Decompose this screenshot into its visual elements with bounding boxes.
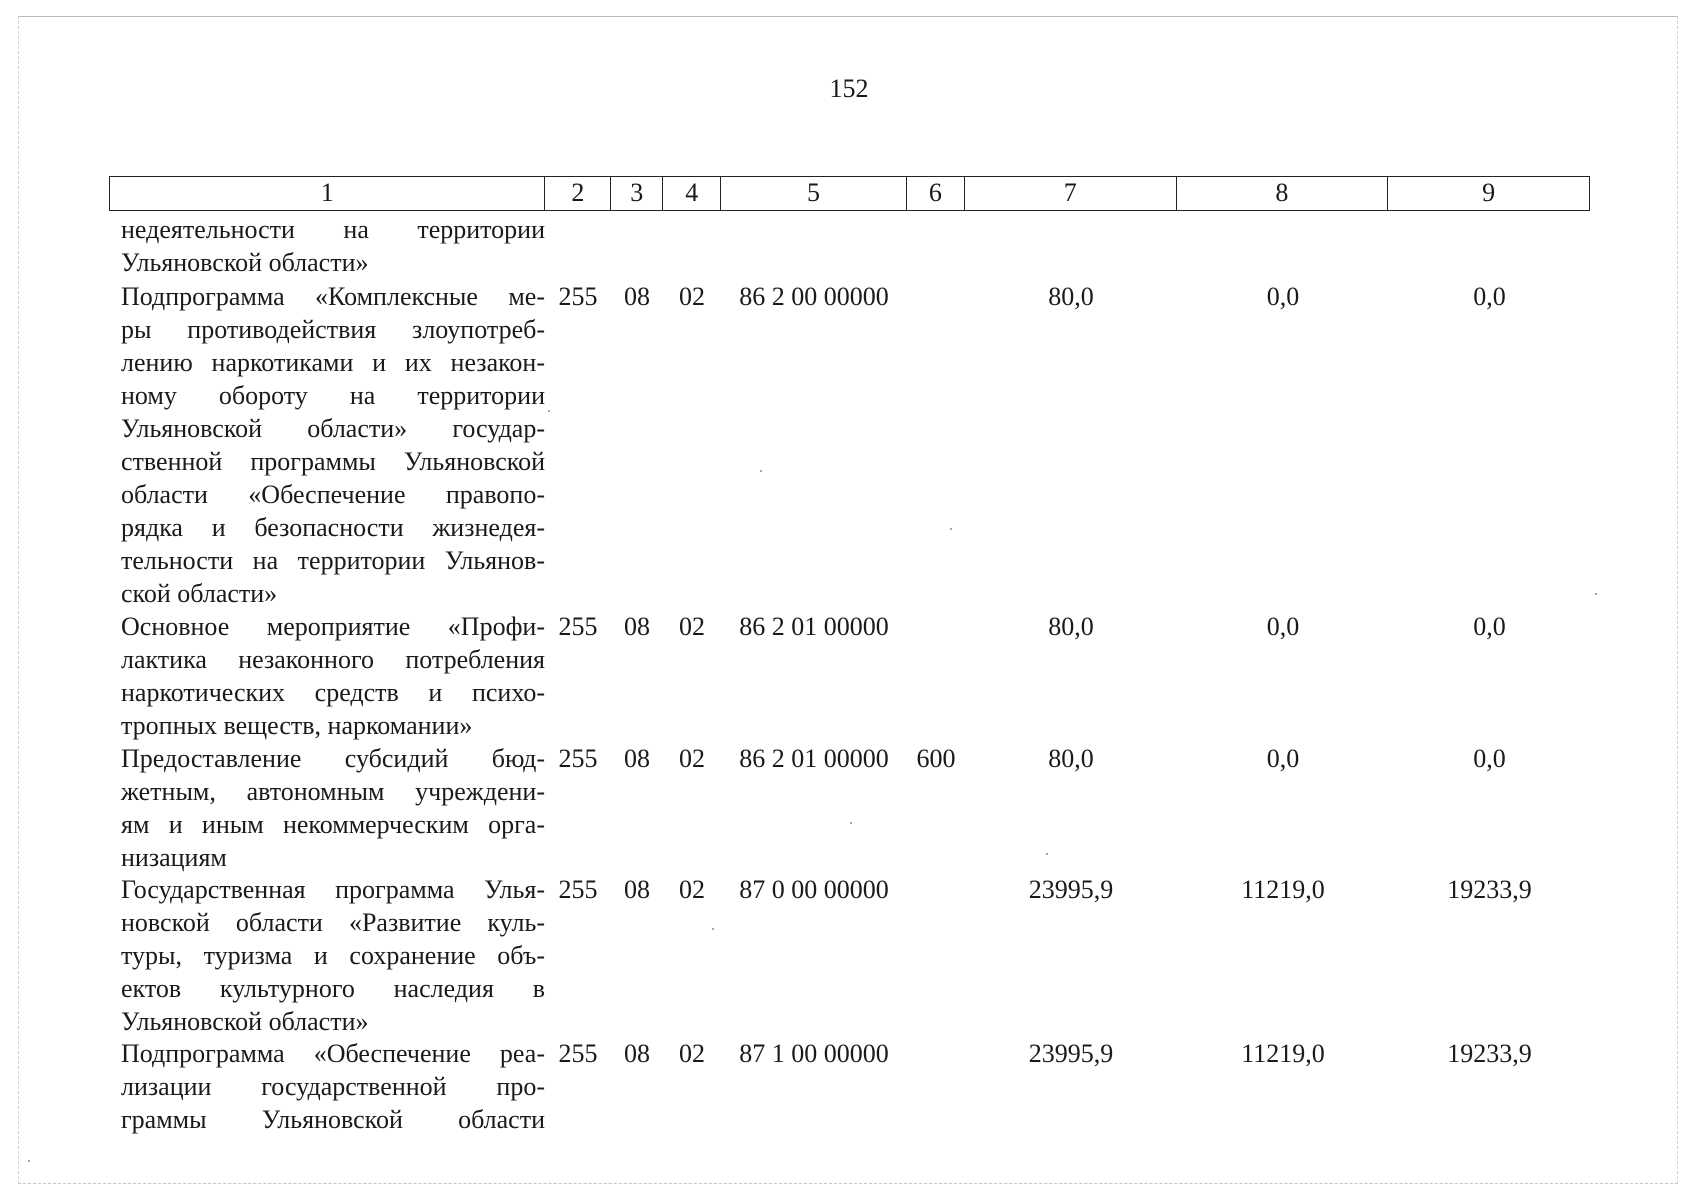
column-header-5: 5	[721, 177, 907, 210]
column-header-3: 3	[611, 177, 663, 210]
row-name-line: граммы Ульяновской области	[121, 1105, 545, 1134]
cell-c3: 08	[624, 612, 650, 641]
cell-c9: 19233,9	[1447, 875, 1532, 904]
row-name-line: Основное мероприятие «Профи-	[121, 612, 545, 641]
cell-c2: 255	[558, 282, 598, 311]
cell-c2: 255	[558, 744, 598, 773]
scan-speck	[850, 822, 852, 824]
scan-speck	[548, 410, 550, 412]
row-name	[121, 873, 545, 1038]
cell-c9: 19233,9	[1447, 1039, 1532, 1068]
scan-speck	[1046, 853, 1048, 855]
row-name-line: низациям	[121, 843, 227, 872]
cell-c4: 02	[679, 744, 705, 773]
cell-c3: 08	[624, 1039, 650, 1068]
cell-c8: 0,0	[1266, 282, 1300, 311]
row-name-line: Ульяновской области» государ-	[121, 414, 545, 443]
row-name-line: тельности на территории Ульянов-	[121, 546, 545, 575]
column-header-2: 2	[545, 177, 611, 210]
row-name-line: лизации государственной про-	[121, 1072, 545, 1101]
cell-c2: 255	[558, 875, 598, 904]
cell-c9: 0,0	[1473, 282, 1506, 311]
row-name	[121, 610, 545, 742]
cell-c5: 86 2 00 00000	[739, 282, 889, 311]
cell-c4: 02	[679, 875, 705, 904]
row-name-line: рядка и безопасности жизнедея-	[121, 513, 545, 542]
row-name-line: ектов культурного наследия в	[121, 974, 545, 1003]
scan-speck	[1595, 593, 1597, 595]
page-number: 152	[829, 74, 869, 103]
column-header-4: 4	[663, 177, 721, 210]
cell-c5: 87 1 00 00000	[739, 1039, 889, 1068]
column-header-7: 7	[965, 177, 1177, 210]
scan-speck	[950, 528, 952, 530]
row-name-line: Ульяновской области»	[121, 248, 369, 277]
cell-c6: 600	[916, 744, 956, 773]
cell-c2: 255	[558, 1039, 598, 1068]
scan-speck	[760, 470, 762, 472]
cell-c8: 11219,0	[1241, 1039, 1325, 1068]
scan-speck	[712, 928, 714, 930]
row-name-line: наркотических средств и психо-	[121, 678, 545, 707]
column-header-6: 6	[907, 177, 965, 210]
cell-c5: 87 0 00 00000	[739, 875, 889, 904]
row-name-line: ственной программы Ульяновской	[121, 447, 545, 476]
row-name-line: лению наркотиками и их незакон-	[121, 348, 545, 377]
row-name-line: недеятельности на территории	[121, 215, 545, 244]
cell-c7: 80,0	[1048, 744, 1094, 773]
row-name-line: жетным, автономным учреждени-	[121, 777, 545, 806]
column-number-header	[109, 176, 1590, 211]
cell-c8: 11219,0	[1241, 875, 1325, 904]
cell-c7: 23995,9	[1028, 875, 1114, 904]
row-name-line: ному обороту на территории	[121, 381, 545, 410]
row-name	[121, 742, 545, 874]
cell-c3: 08	[624, 875, 650, 904]
row-name-line: тропных веществ, наркомании»	[121, 711, 473, 740]
column-header-8: 8	[1177, 177, 1389, 210]
row-name-line: Предоставление субсидий бюд-	[121, 744, 545, 773]
cell-c7: 23995,9	[1028, 1039, 1114, 1068]
row-name-line: туры, туризма и сохранение объ-	[121, 941, 545, 970]
cell-c8: 0,0	[1266, 612, 1300, 641]
cell-c4: 02	[679, 1039, 705, 1068]
row-name-line: Ульяновской области»	[121, 1007, 369, 1036]
row-name-line: ям и иным некоммерческим орга-	[121, 810, 545, 839]
cell-c4: 02	[679, 282, 705, 311]
cell-c3: 08	[624, 744, 650, 773]
cell-c9: 0,0	[1473, 744, 1506, 773]
cell-c9: 0,0	[1473, 612, 1506, 641]
cell-c7: 80,0	[1048, 612, 1094, 641]
row-name-line: ской области»	[121, 579, 278, 608]
cell-c8: 0,0	[1266, 744, 1300, 773]
row-name	[121, 280, 545, 610]
cell-c3: 08	[624, 282, 650, 311]
scan-speck	[28, 1160, 30, 1162]
cell-c2: 255	[558, 612, 598, 641]
column-header-9: 9	[1482, 178, 1496, 207]
column-header-1: 1	[110, 177, 545, 210]
row-name-line: Подпрограмма «Обеспечение реа-	[121, 1039, 545, 1068]
cell-c7: 80,0	[1048, 282, 1094, 311]
cell-c5: 86 2 01 00000	[739, 744, 889, 773]
row-name-line: ры противодействия злоупотреб-	[121, 315, 545, 344]
row-name-line: Государственная программа Улья-	[121, 875, 545, 904]
row-name-line: новской области «Развитие куль-	[121, 908, 545, 937]
row-name	[121, 213, 545, 279]
cell-c5: 86 2 01 00000	[739, 612, 889, 641]
row-name-line: Подпрограмма «Комплексные ме-	[121, 282, 545, 311]
cell-c4: 02	[679, 612, 705, 641]
row-name-line: лактика незаконного потребления	[121, 645, 545, 674]
row-name-line: области «Обеспечение правопо-	[121, 480, 545, 509]
row-name	[121, 1037, 545, 1136]
